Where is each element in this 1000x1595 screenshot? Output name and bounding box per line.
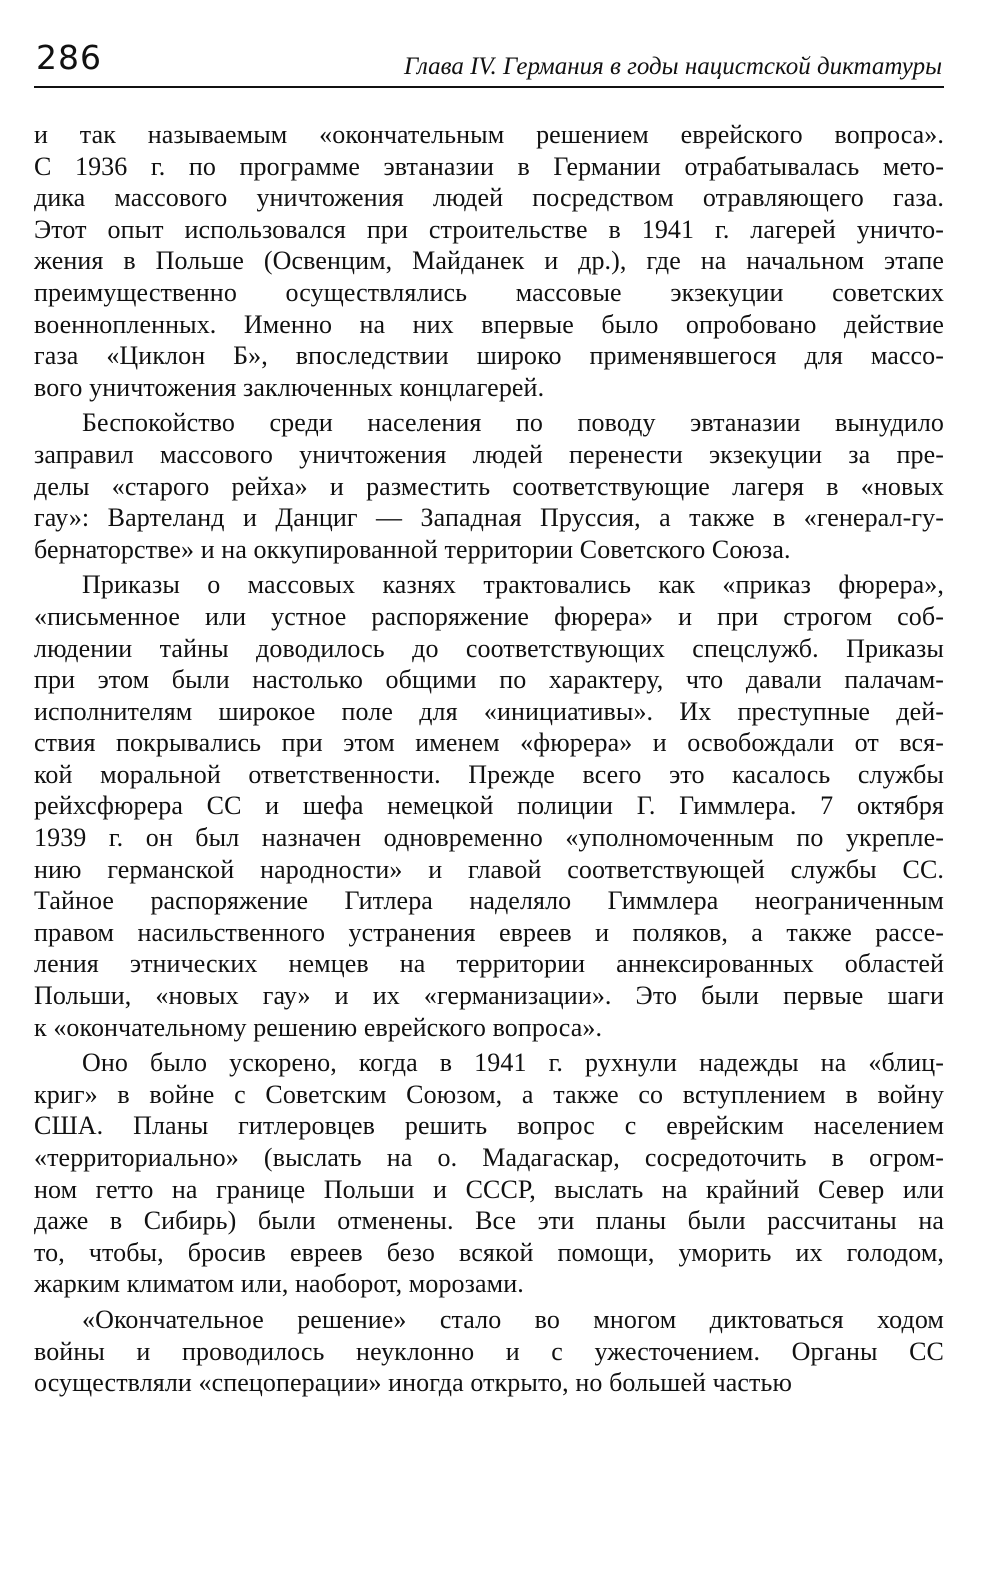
- text-line: «территориально» (выслать на о. Мадагаскар, сосредоточить в огром-: [34, 1143, 944, 1172]
- text-line: войны и проводилось неуклонно и с ужесточением. Органы СС: [34, 1336, 944, 1366]
- text-line: криг» в войне с Советским Союзом, а также со вступлением в войну: [34, 1079, 944, 1109]
- text-line: кой моральной ответственности. Прежде всего это касалось службы: [34, 759, 944, 789]
- paragraph: [34, 1047, 944, 1300]
- text-line: С 1936 г. по программе эвтаназии в Германии отрабатывалась мето-: [34, 151, 944, 181]
- text-line: вого уничтожения заключенных концлагерей.: [34, 372, 545, 402]
- body-text: [34, 119, 944, 1403]
- text-line: газа «Циклон Б», впоследствии широко применявшегося для массо-: [34, 341, 944, 371]
- text-line: «Окончательное решение» стало во многом диктоваться ходом: [82, 1304, 944, 1334]
- text-line: к «окончательному решению еврейского вопроса».: [34, 1012, 603, 1042]
- text-line: преимущественно осуществлялись массовые экзекуции советских: [34, 277, 944, 307]
- text-line: при этом были настолько общими по характеру, что давали палачам-: [34, 665, 944, 695]
- text-line: гау»: Вартеланд и Данциг — Западная Пруссия, а также в «генерал-гу-: [34, 503, 944, 533]
- text-line: заправил массового уничтожения людей перенести экзекуции за пре-: [34, 439, 944, 469]
- text-line: даже в Сибирь) были отменены. Все эти планы были рассчитаны на: [34, 1206, 944, 1236]
- text-line: ствия покрывались при этом именем «фюрера» и освобождали от вся-: [34, 728, 944, 758]
- text-line: жарким климатом или, наоборот, морозами.: [34, 1269, 524, 1299]
- text-line: военнопленных. Именно на них впервые было опробовано действие: [34, 309, 944, 339]
- text-line: 1939 г. он был назначен одновременно «уполномоченным по укрепле-: [34, 823, 944, 853]
- text-line: ления этнических немцев на территории аннексированных областей: [34, 949, 944, 979]
- running-head: [34, 34, 944, 88]
- paragraph: [34, 569, 944, 1043]
- chapter-title: Глава IV. Германия в годы нацистской диктатуры: [404, 53, 942, 80]
- text-line: правом насильственного устранения евреев и поляков, а также рассе-: [34, 917, 944, 947]
- paragraph: [34, 1304, 944, 1399]
- text-line: жения в Польше (Освенцим, Майданек и др.), где на начальном этапе: [34, 246, 944, 276]
- text-line: США. Планы гитлеровцев решить вопрос с еврейским населением: [34, 1111, 944, 1141]
- text-line: рейхсфюрера СС и шефа немецкой полиции Г. Гиммлера. 7 октября: [34, 791, 944, 821]
- text-line: Тайное распоряжение Гитлера наделяло Гиммлера неограниченным: [34, 886, 944, 916]
- text-line: Приказы о массовых казнях трактовались как «приказ фюрера»,: [82, 570, 944, 600]
- text-line: бернаторстве» и на оккупированной территории Советского Союза.: [34, 534, 791, 564]
- text-line: Оно было ускорено, когда в 1941 г. рухнули надежды на «блиц-: [82, 1048, 944, 1078]
- text-line: осуществляли «спецоперации» иногда открыто, но большей частью: [34, 1368, 792, 1398]
- text-line: Беспокойство среди населения по поводу эвтаназии вынудило: [82, 408, 944, 438]
- text-line: дика массового уничтожения людей посредством отравляющего газа.: [34, 183, 944, 213]
- text-line: нию германской народности» и главой соответствующей службы СС.: [34, 854, 944, 884]
- text-line: делы «старого рейха» и разместить соответствующие лагеря в «новых: [34, 471, 944, 501]
- text-line: «письменное или устное распоряжение фюрера» и при строгом соб-: [34, 601, 944, 631]
- text-line: людении тайны доводилось до соответствующих спецслужб. Приказы: [34, 633, 944, 663]
- text-line: и так называемым «окончательным решением еврейского вопроса».: [34, 120, 944, 149]
- text-line: Польши, «новых гау» и их «германизации». Это были первые шаги: [34, 981, 944, 1011]
- text-line: то, чтобы, бросив евреев безо всякой помощи, уморить их голодом,: [34, 1237, 944, 1267]
- book-page: [34, 34, 944, 1564]
- text-line: исполнителям широкое поле для «инициативы». Их преступные дей-: [34, 696, 944, 726]
- paragraph: [34, 119, 944, 403]
- page-number: 286: [36, 38, 102, 77]
- text-line: Этот опыт использовался при строительстве в 1941 г. лагерей уничто-: [34, 214, 944, 244]
- text-line: ном гетто на границе Польши и СССР, выслать на крайний Север или: [34, 1174, 944, 1204]
- paragraph: [34, 407, 944, 565]
